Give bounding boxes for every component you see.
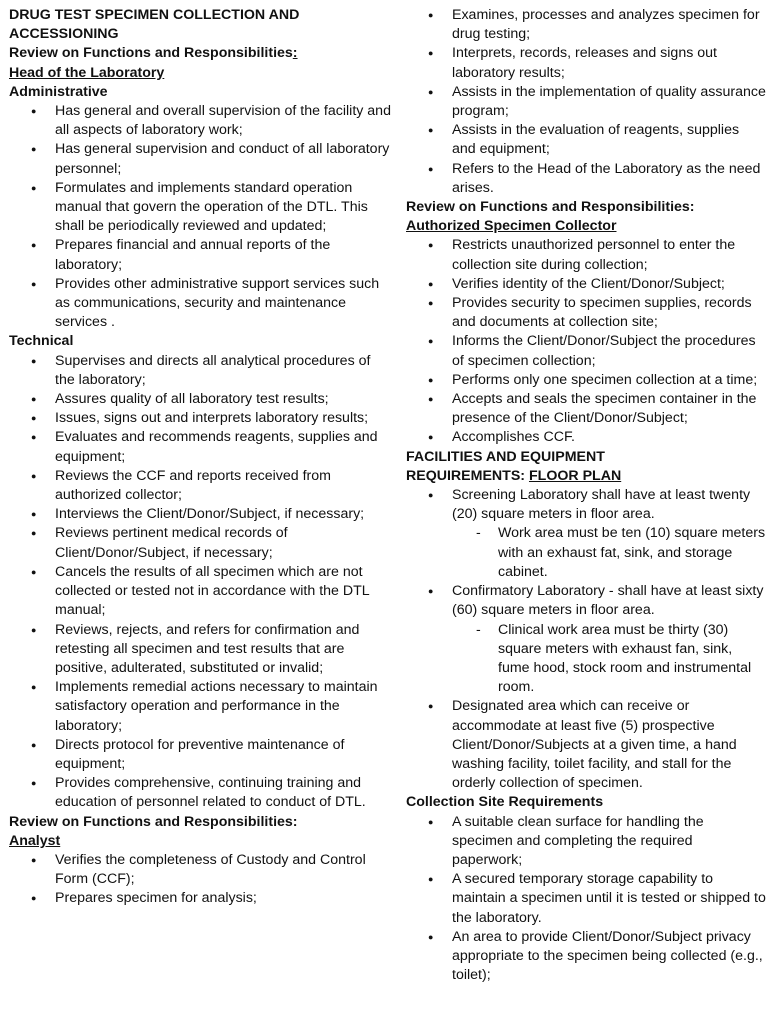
list-item: ● Provides comprehensive, continuing training and education of personnel related to conduct of DTL. (55, 774, 394, 812)
list-item (452, 486, 766, 582)
sub-list (452, 621, 766, 698)
subheading-technical: Technical (9, 333, 74, 350)
list-item: ● Informs the Client/Donor/Subject the procedures of specimen collection; (452, 332, 766, 370)
subheading-administrative: Administrative (9, 83, 108, 100)
section-heading-facilities-line2 (406, 467, 766, 486)
list-item-text: Designated area which can receive or accommodate at least five (5) prospective Client/Donor/Subjects at a given time, a hand washing facility, toilet facility, and stall for the orderly collection of specimen. (452, 698, 737, 792)
list-item: ● Verifies the completeness of Custody and Control Form (CCF); (55, 851, 394, 889)
list-item: ● Interviews the Client/Donor/Subject, if necessary; (55, 505, 394, 524)
section-heading-review (9, 44, 394, 63)
list-item (452, 582, 766, 697)
list-item-text: Screening Laboratory shall have at least twenty (20) square meters in floor area. (452, 487, 751, 523)
list-item: ● Provides other administrative support services such as communications, security and maintenance services . (55, 275, 394, 333)
review-label: Review on Functions and Responsibilities (9, 45, 293, 62)
sub-list-item: - Work area must be ten (10) square meters with an exhaust fat, sink, and storage cabinet. (498, 524, 766, 582)
collector-list (406, 236, 766, 447)
list-item: ● Assures quality of all laboratory test results; (55, 390, 394, 409)
section-heading-collector-review: Review on Functions and Responsibilities: (406, 199, 695, 216)
list-item: ● Evaluates and recommends reagents, supplies and equipment; (55, 428, 394, 466)
list-item: ● Cancels the results of all specimen which are not collected or tested not in accordance with the DTL manual; (55, 563, 394, 621)
list-item: ● Prepares specimen for analysis; (55, 889, 394, 908)
subheading-analyst: Analyst (9, 832, 61, 849)
list-item: ● Has general and overall supervision of the facility and all aspects of laboratory work; (55, 102, 394, 140)
list-item-text: Confirmatory Laboratory - shall have at least sixty (60) square meters in floor area. (452, 583, 764, 619)
section-heading-facilities-line1: FACILITIES AND EQUIPMENT (406, 448, 605, 465)
list-item: ● Prepares financial and annual reports of the laboratory; (55, 236, 394, 274)
requirements-label: REQUIREMENTS: (406, 467, 526, 484)
list-item: ● Verifies identity of the Client/Donor/Subject; (452, 275, 766, 294)
analyst-list-continued (406, 6, 766, 198)
document-title-line2: ACCESSIONING (9, 26, 119, 43)
section-heading-analyst-review: Review on Functions and Responsibilities: (9, 813, 298, 830)
list-item: ● Restricts unauthorized personnel to enter the collection site during collection; (452, 236, 766, 274)
sub-list-item: - Clinical work area must be thirty (30) square meters with exhaust fan, sink, fume hood, stock room and instrumental room. (498, 621, 766, 698)
list-item: ● Formulates and implements standard operation manual that govern the operation of the DTL. This shall be periodically reviewed and updated; (55, 179, 394, 237)
document-title-line1: DRUG TEST SPECIMEN COLLECTION AND (9, 7, 300, 23)
list-item: ● Reviews, rejects, and refers for confirmation and retesting all specimen and test results that are positive, adulterated, substituted or invalid; (55, 621, 394, 679)
review-colon: : (292, 45, 298, 62)
list-item: ● Accomplishes CCF. (452, 428, 766, 447)
sub-list (452, 524, 766, 582)
right-column (406, 6, 766, 985)
list-item: ● Refers to the Head of the Laboratory as the need arises. (452, 160, 766, 198)
list-item: ● Interprets, records, releases and signs out laboratory results; (452, 44, 766, 82)
list-item: ● Provides security to specimen supplies, records and documents at collection site; (452, 294, 766, 332)
list-item: ● Accepts and seals the specimen container in the presence of the Client/Donor/Subject; (452, 390, 766, 428)
analyst-list (9, 851, 394, 909)
list-item: ● Reviews the CCF and reports received from authorized collector; (55, 467, 394, 505)
technical-list (9, 352, 394, 813)
list-item: ● A suitable clean surface for handling the specimen and completing the required paperwork; (452, 813, 766, 871)
list-item: ● Reviews pertinent medical records of Client/Donor/Subject, if necessary; (55, 524, 394, 562)
administrative-list (9, 102, 394, 332)
floor-plan-list (406, 486, 766, 793)
list-item: ● A secured temporary storage capability to maintain a specimen until it is tested or shipped to the laboratory. (452, 870, 766, 928)
list-item: ● Supervises and directs all analytical procedures of the laboratory; (55, 352, 394, 390)
subheading-collection-site: Collection Site Requirements (406, 794, 604, 811)
list-item: ● Assists in the evaluation of reagents, supplies and equipment; (452, 121, 766, 159)
list-item: ● Assists in the implementation of quality assurance program; (452, 83, 766, 121)
list-item (452, 697, 766, 793)
floor-plan-label: FLOOR PLAN (528, 467, 622, 484)
list-item: ● Implements remedial actions necessary to maintain satisfactory operation and performance in the laboratory; (55, 678, 394, 736)
list-item: ● Issues, signs out and interprets laboratory results; (55, 409, 394, 428)
left-column (9, 6, 394, 909)
subheading-authorized-collector: Authorized Specimen Collector (406, 218, 617, 235)
list-item: ● Examines, processes and analyzes specimen for drug testing; (452, 6, 766, 44)
list-item: ● An area to provide Client/Donor/Subject privacy appropriate to the specimen being collected (e.g., toilet); (452, 928, 766, 986)
list-item: ● Directs protocol for preventive maintenance of equipment; (55, 736, 394, 774)
subheading-head-of-laboratory: Head of the Laboratory (9, 64, 165, 81)
list-item: ● Has general supervision and conduct of all laboratory personnel; (55, 140, 394, 178)
list-item: ● Performs only one specimen collection at a time; (452, 371, 766, 390)
collection-site-list (406, 813, 766, 986)
